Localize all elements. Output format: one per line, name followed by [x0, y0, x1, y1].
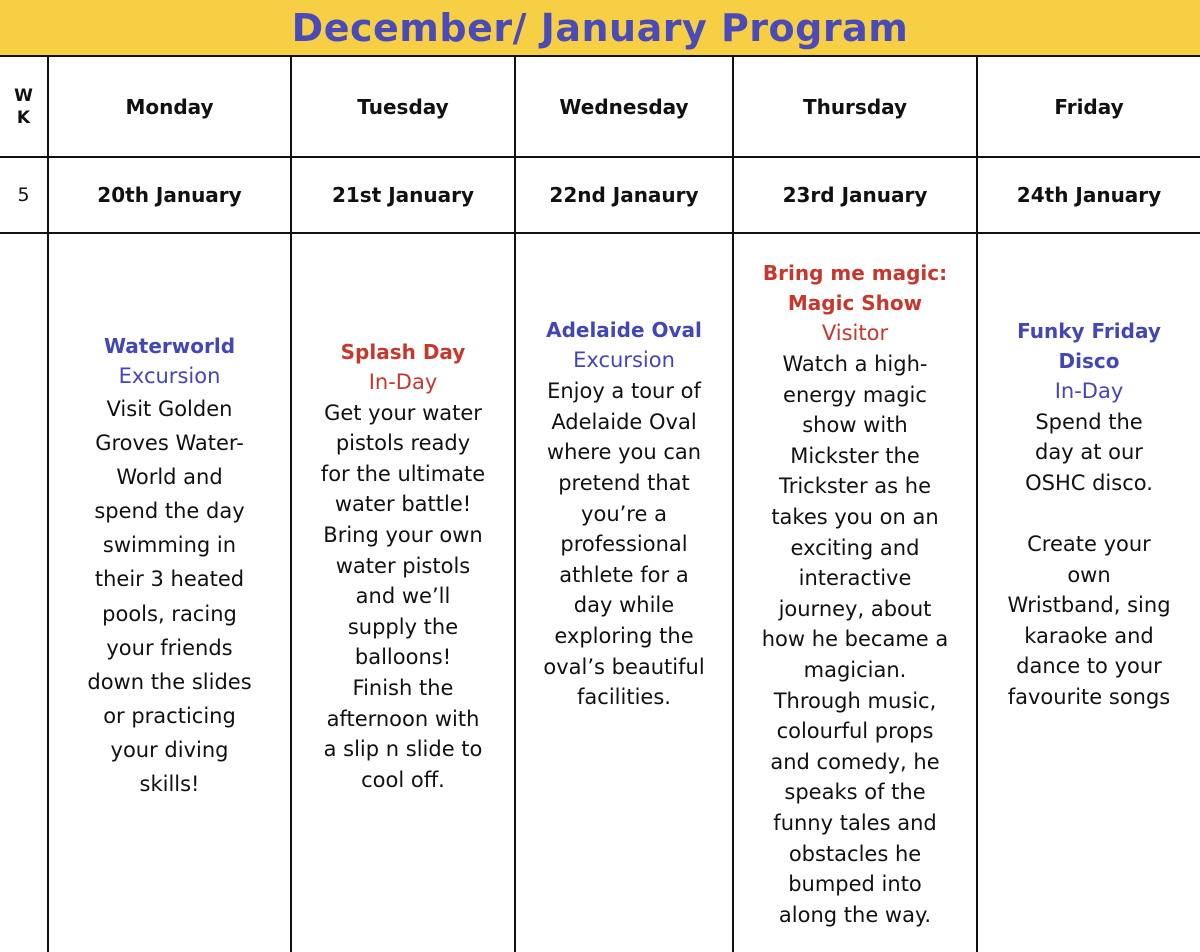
event-title: Funky Friday Disco: [1017, 318, 1161, 373]
day-label: Monday: [125, 94, 214, 119]
event-title: Bring me magic: Magic Show: [762, 261, 948, 315]
week-number: 5: [17, 184, 30, 206]
date-label: 21st January: [331, 183, 475, 207]
day-label: Friday: [1054, 94, 1124, 119]
day-header-friday: [978, 57, 1200, 156]
event-type: Excursion: [573, 348, 675, 373]
day-header-wednesday: [516, 57, 732, 156]
week-header-cell: [0, 57, 47, 156]
program-table: [0, 55, 1200, 952]
date-cell-tuesday: [292, 158, 514, 232]
day-header-tuesday: [292, 57, 514, 156]
event-cell-monday: [49, 234, 290, 952]
week-number-cell: [0, 158, 47, 232]
day-header-thursday: [734, 57, 976, 156]
date-cell-monday: [49, 158, 290, 232]
date-label: 24th January: [1016, 183, 1162, 207]
week-header: W K: [14, 85, 33, 128]
page-title: December/ January Program: [291, 5, 909, 50]
event-type: Excursion: [118, 363, 221, 388]
event-description: Spend the day at our OSHC disco. Create your own Wristband, sing karaoke and dance to your favourite songs: [1007, 409, 1171, 709]
event-title: Waterworld: [103, 333, 236, 358]
event-type: Visitor: [821, 321, 889, 345]
date-cell-thursday: [734, 158, 976, 232]
event-cell-tuesday: [292, 234, 514, 952]
day-label: Wednesday: [559, 94, 689, 119]
date-cell-friday: [978, 158, 1200, 232]
event-description: Watch a high- energy magic show with Mickster the Trickster as he takes you on an exciting and interactive journey, about how he became a magician. Through music, colourful props and comedy, he speaks of the funny tales and obstacles he bumped into along the way.: [761, 352, 949, 927]
event-description: Enjoy a tour of Adelaide Oval where you can pretend that you’re a professional athlete for a day while exploring the oval’s beautiful facilities.: [543, 379, 705, 710]
event-title: Splash Day: [340, 339, 466, 364]
event-type: In-Day: [1054, 378, 1124, 403]
event-title: Adelaide Oval: [546, 318, 702, 343]
date-cell-wednesday: [516, 158, 732, 232]
date-label: 20th January: [97, 183, 242, 207]
event-description: Get your water pistols ready for the ultimate water battle! Bring your own water pistols and we’ll supply the balloons! Finish the afternoon with a slip n slide to cool off.: [320, 400, 486, 792]
title-banner: [0, 0, 1200, 55]
event-cell-wednesday: [516, 234, 732, 952]
day-header-monday: [49, 57, 290, 156]
day-label: Thursday: [802, 94, 908, 119]
event-cell-friday: [978, 234, 1200, 952]
date-label: 23rd January: [782, 183, 928, 207]
event-type: In-Day: [368, 369, 438, 394]
event-cell-thursday: [734, 234, 976, 952]
event-description: Visit Golden Groves Water- World and spend the day swimming in their 3 heated pools, racing your friends down the slides or practicing your diving skills!: [87, 396, 252, 796]
day-label: Tuesday: [357, 94, 449, 119]
date-label: 22nd Janaury: [549, 183, 699, 207]
